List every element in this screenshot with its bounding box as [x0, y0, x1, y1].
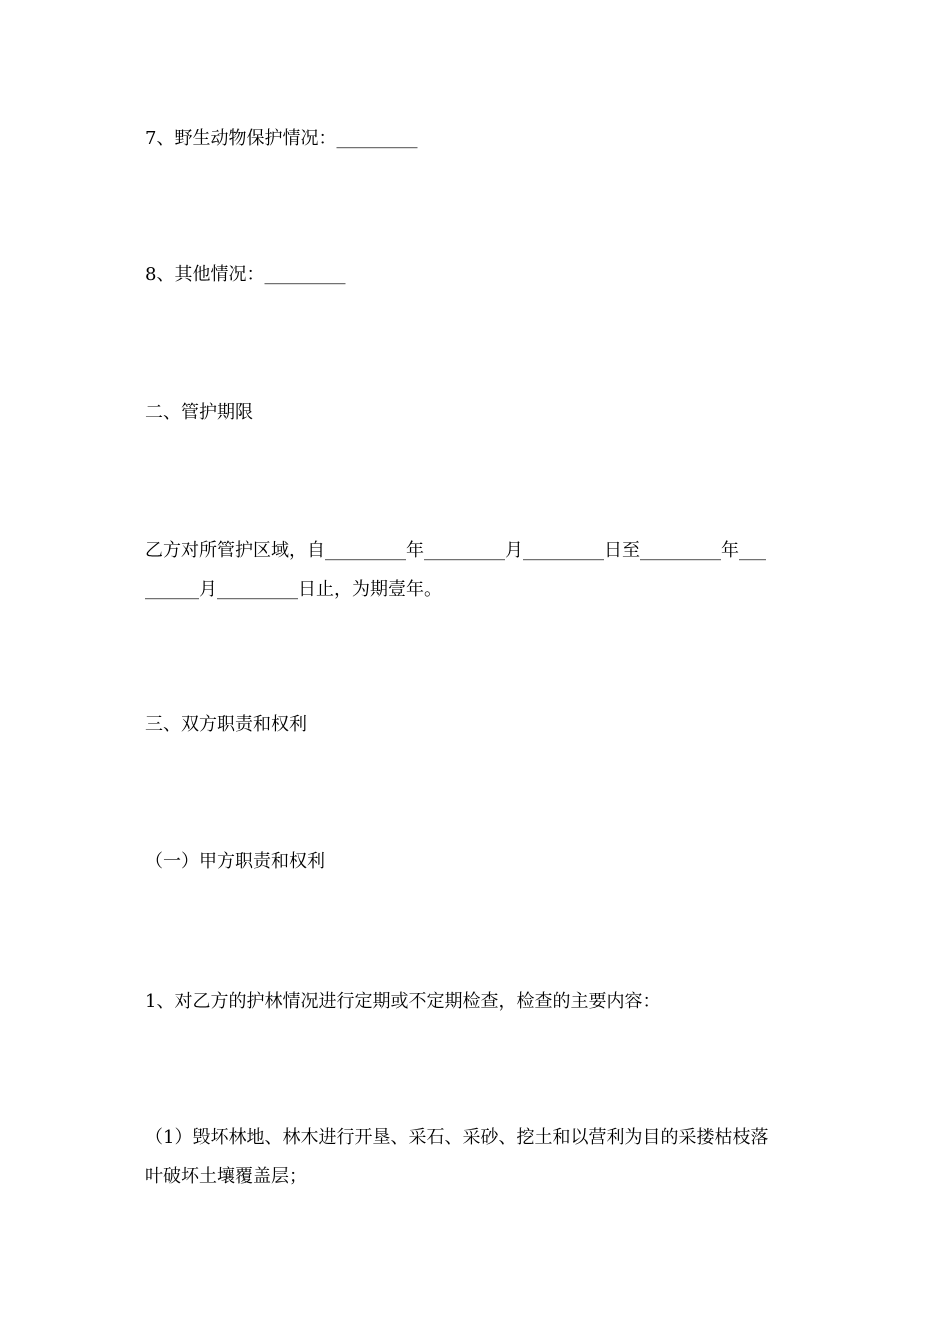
paragraph-term-line-2: ______月_________日止，为期壹年。 — [145, 579, 442, 600]
subitem-1-line-2: 叶破坏土壤覆盖层； — [145, 1166, 307, 1187]
paragraph-term-line-1: 乙方对所管护区域，自_________年_________月_________日至_________年___ — [145, 540, 766, 561]
item-7-wildlife-protection: 7、野生动物保护情况：_________ — [145, 128, 418, 149]
section-heading-term: 二、管护期限 — [145, 402, 253, 423]
item-8-other-situation: 8、其他情况：_________ — [145, 264, 346, 285]
section-heading-duties: 三、双方职责和权利 — [145, 714, 307, 735]
subsection-heading-party-a: （一）甲方职责和权利 — [145, 851, 325, 872]
item-1-inspection: 1、对乙方的护林情况进行定期或不定期检查，检查的主要内容： — [145, 991, 661, 1012]
subitem-1-line-1: （1）毁坏林地、林木进行开垦、采石、采砂、挖土和以营利为目的采搂枯枝落 — [145, 1127, 769, 1148]
